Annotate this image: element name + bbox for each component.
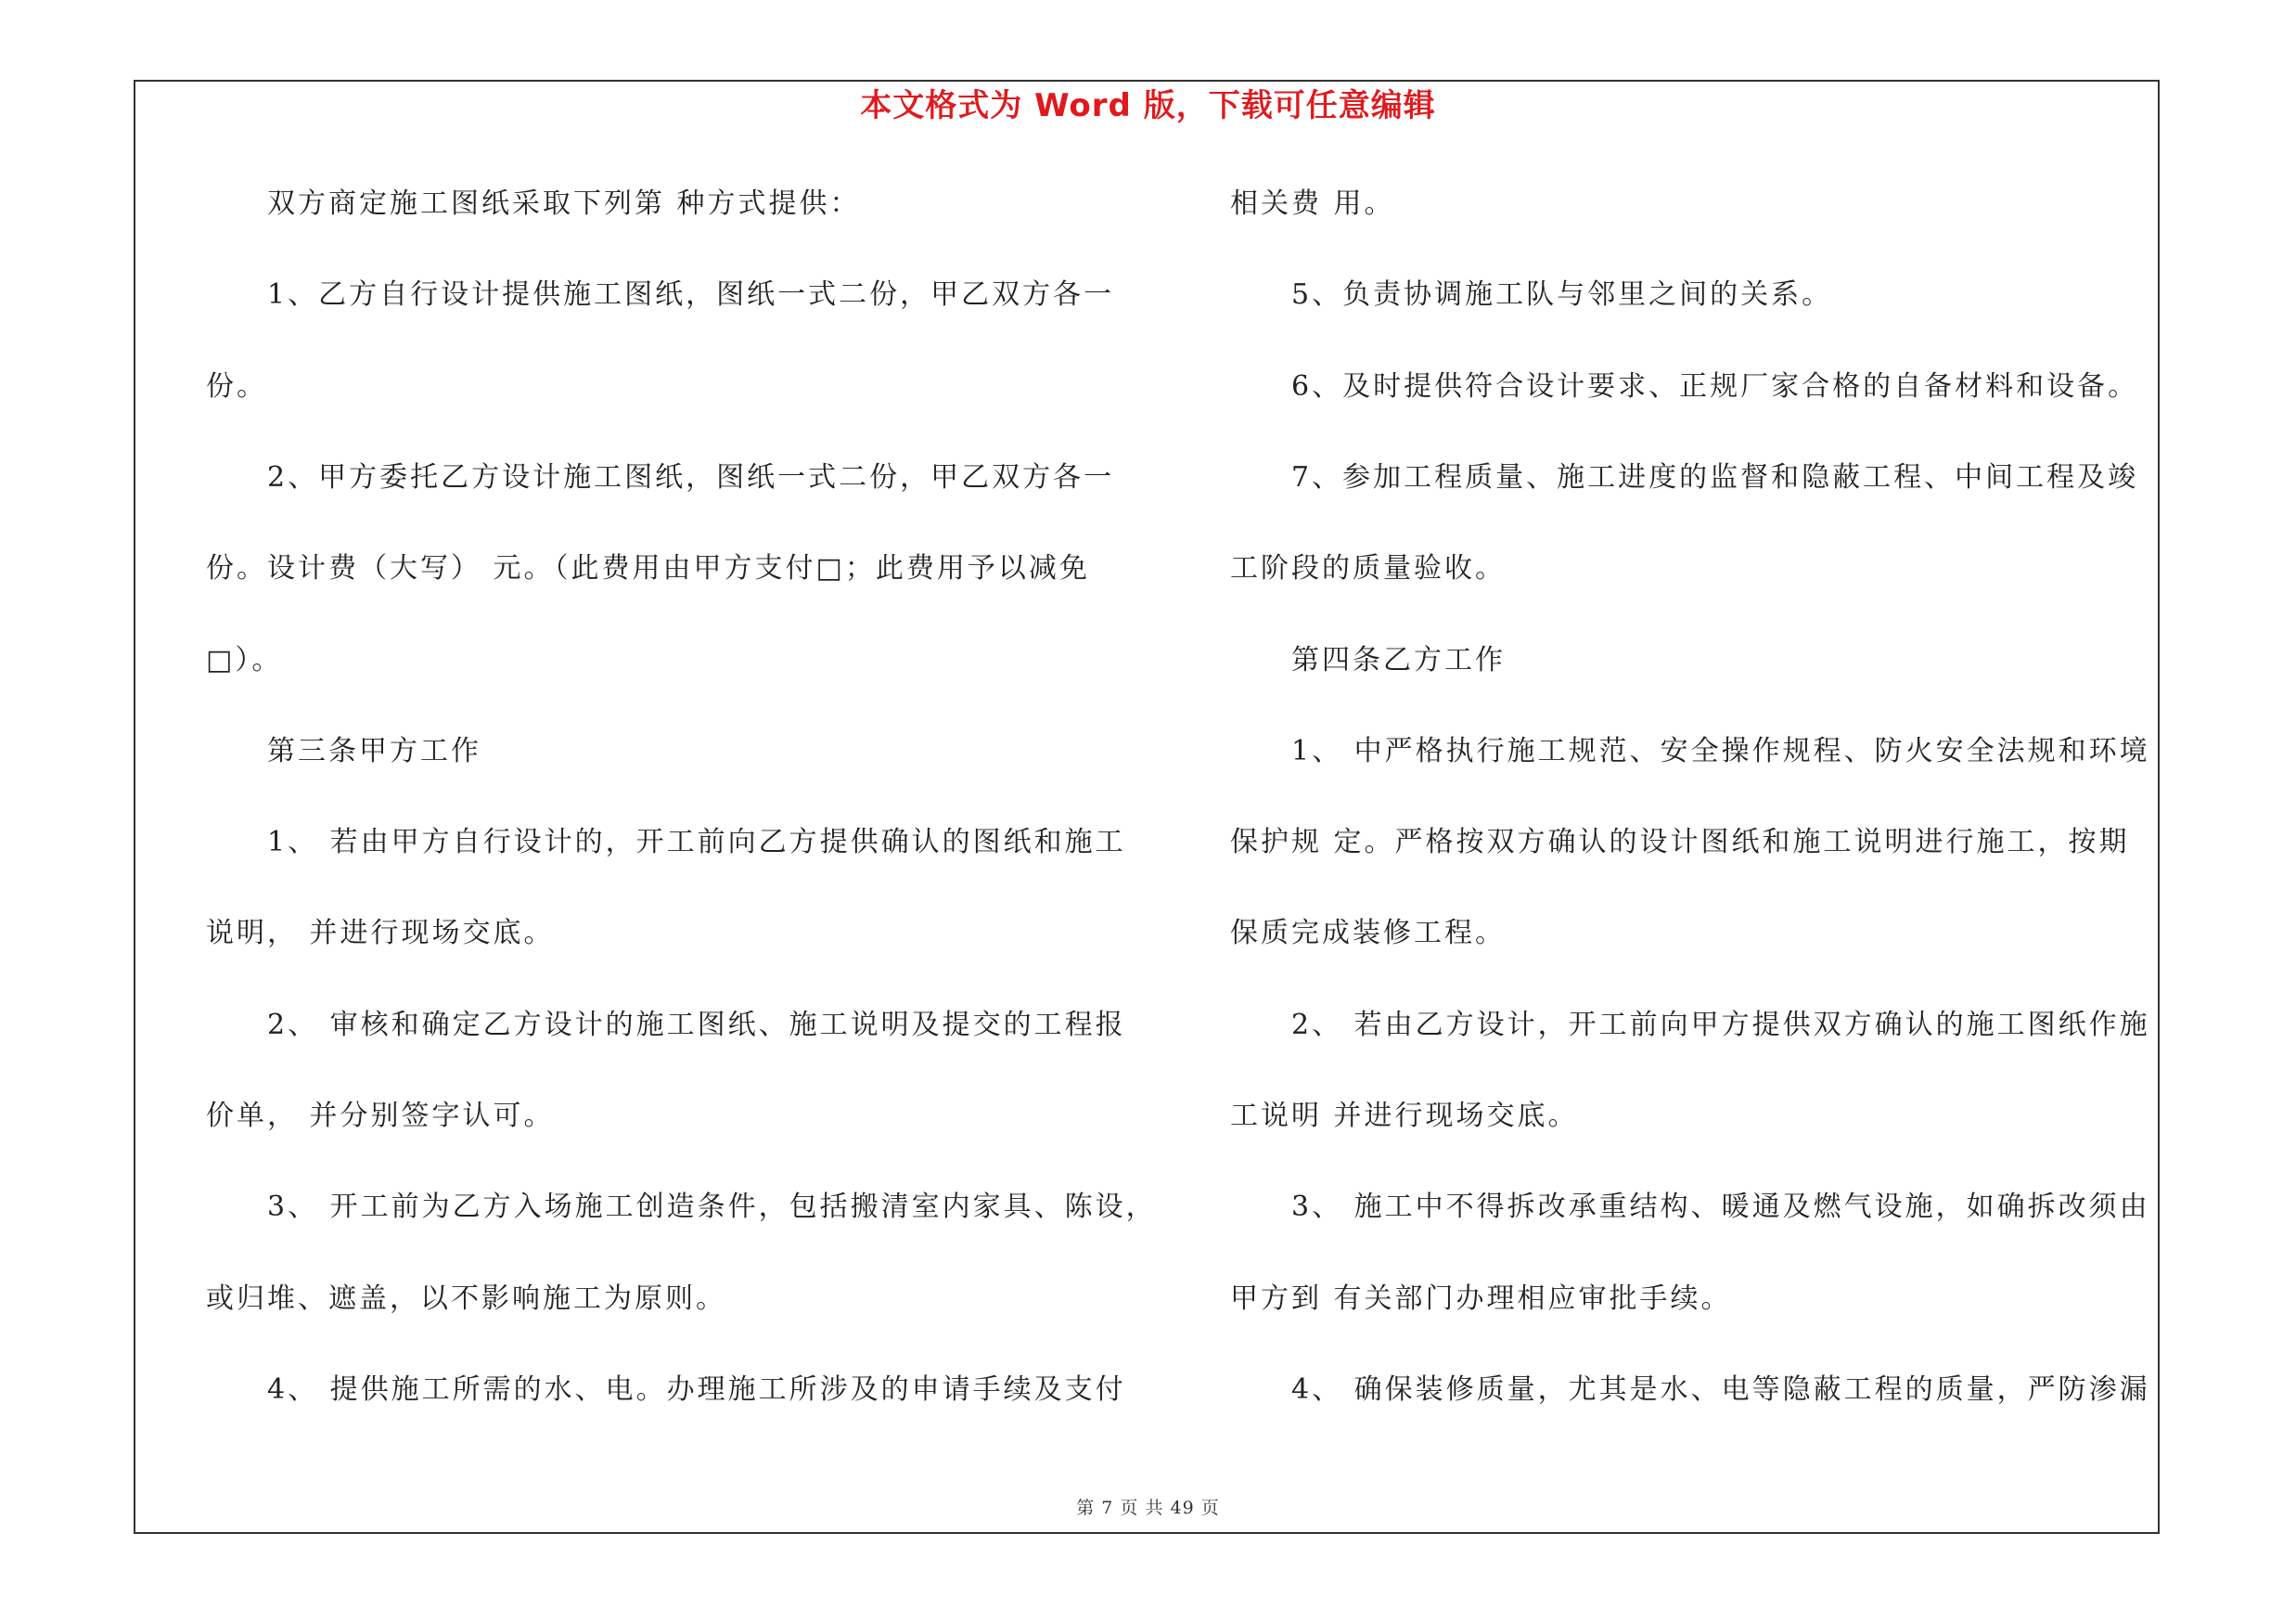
left-column-line: 2、甲方委托乙方设计施工图纸，图纸一式二份，甲乙双方各一 — [267, 461, 1115, 494]
word-format-banner: 本文格式为 Word 版，下载可任意编辑 — [860, 87, 1436, 124]
left-column-line: 1、乙方自行设计提供施工图纸，图纸一式二份，甲乙双方各一 — [267, 278, 1115, 311]
right-column-line: 工说明 并进行现场交底。 — [1230, 1100, 1579, 1132]
right-column-line: 保护规 定。严格按双方确认的设计图纸和施工说明进行施工，按期 — [1230, 826, 2130, 858]
right-column-line: 第四条乙方工作 — [1291, 644, 1506, 676]
right-column-line: 6、及时提供符合设计要求、正规厂家合格的自备材料和设备。 — [1291, 370, 2139, 403]
left-column-line: □）。 — [206, 644, 283, 676]
right-column-line: 2、 若由乙方设计，开工前向甲方提供双方确认的施工图纸作施 — [1291, 1009, 2150, 1041]
right-column-line: 保质完成装修工程。 — [1230, 917, 1506, 949]
left-column-line: 份。设计费（大写） 元。（此费用由甲方支付□；此费用予以减免 — [206, 552, 1090, 585]
right-column-line: 工阶段的质量验收。 — [1230, 552, 1506, 585]
left-column-line: 份。 — [206, 370, 267, 403]
left-column-line: 1、 若由甲方自行设计的，开工前向乙方提供确认的图纸和施工 — [267, 826, 1126, 858]
right-column-line: 5、负责协调施工队与邻里之间的关系。 — [1291, 278, 1833, 311]
left-column-line: 说明， 并进行现场交底。 — [206, 917, 555, 949]
right-column-line: 相关费 用。 — [1230, 187, 1395, 220]
right-column-line: 7、参加工程质量、施工进度的监督和隐蔽工程、中间工程及竣 — [1291, 461, 2139, 494]
right-column-line: 甲方到 有关部门办理相应审批手续。 — [1230, 1282, 1732, 1315]
left-column-line: 价单， 并分别签字认可。 — [206, 1100, 555, 1132]
left-column-line: 或归堆、遮盖，以不影响施工为原则。 — [206, 1282, 726, 1315]
left-column-line: 2、 审核和确定乙方设计的施工图纸、施工说明及提交的工程报 — [267, 1009, 1126, 1041]
left-column-line: 4、 提供施工所需的水、电。办理施工所涉及的申请手续及支付 — [267, 1373, 1126, 1406]
left-column-line: 3、 开工前为乙方入场施工创造条件，包括搬清室内家具、陈设， — [267, 1191, 1157, 1223]
right-column-line: 1、 中严格执行施工规范、安全操作规程、防火安全法规和环境 — [1291, 735, 2150, 767]
left-column-line: 第三条甲方工作 — [267, 735, 481, 767]
right-column-line: 3、 施工中不得拆改承重结构、暖通及燃气设施，如确拆改须由 — [1291, 1191, 2150, 1223]
right-column-line: 4、 确保装修质量，尤其是水、电等隐蔽工程的质量，严防渗漏 — [1291, 1373, 2150, 1406]
left-column-line: 双方商定施工图纸采取下列第 种方式提供： — [267, 187, 861, 220]
page-number-footer: 第 7 页 共 49 页 — [1076, 1498, 1220, 1518]
